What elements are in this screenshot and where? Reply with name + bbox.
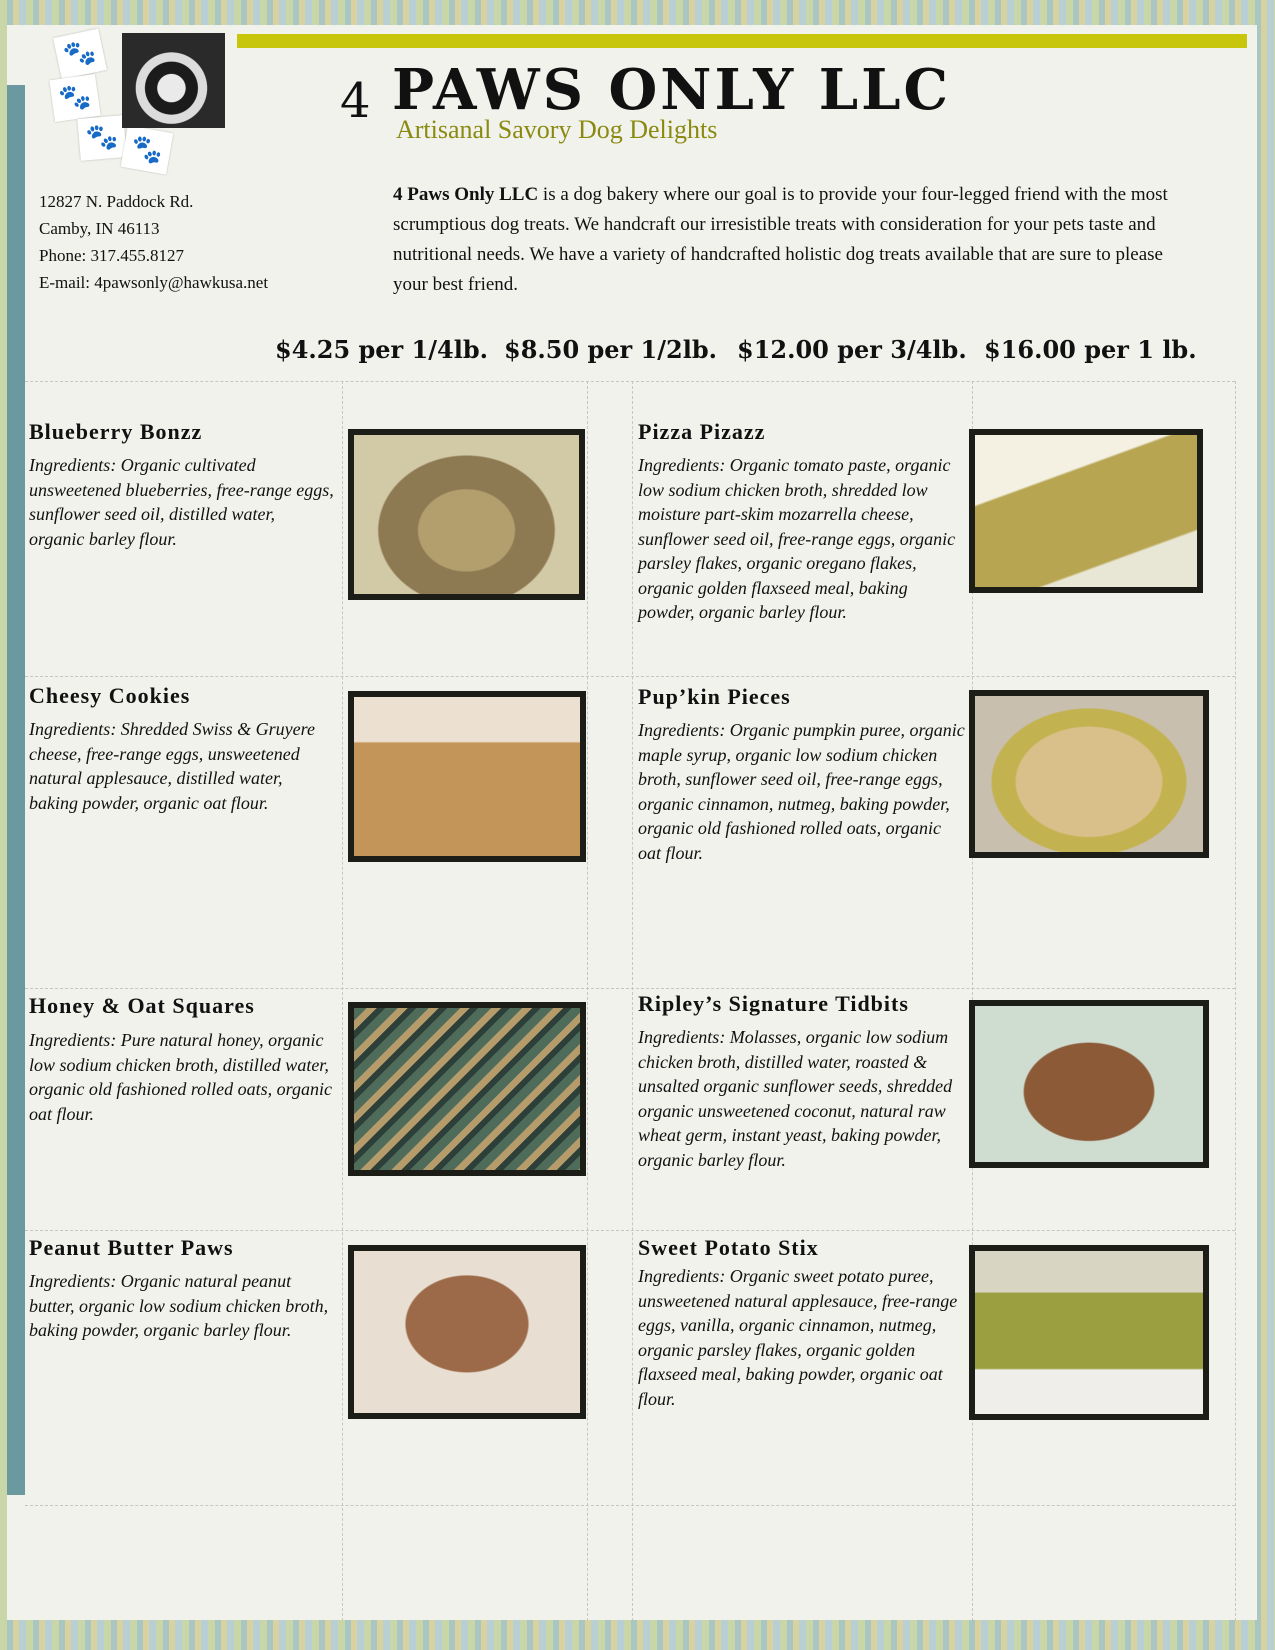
product-ingredients-honey-oat-squares: Ingredients: Pure natural honey, organic low sodium chicken broth, distilled water, organic old fashioned rolled oats, organic oat flour. bbox=[29, 1030, 332, 1124]
product-ingredients-blueberry-bonzz: Ingredients: Organic cultivated unsweetened blueberries, free-range eggs, sunflower seed oil, distilled water, organic barley flour. bbox=[29, 455, 334, 549]
paw-icon: 🐾 bbox=[121, 125, 174, 174]
product-ingredients-pizza-pizazz: Ingredients: Organic tomato paste, organic low sodium chicken broth, shredded low moisture part-skim mozarrella cheese, sunflower seed oil, free-range eggs, organic parsley flakes, organic oregano flakes, organic golden flaxseed meal, baking powder, organic barley flour. bbox=[638, 455, 956, 622]
grid-line bbox=[25, 1230, 1235, 1231]
product-name-cheesy-cookies: Cheesy Cookies bbox=[29, 683, 191, 708]
contact-info bbox=[39, 188, 268, 296]
title-number: 4 bbox=[340, 73, 371, 129]
dog-logo-photo bbox=[122, 33, 225, 128]
product-name-honey-oat-squares: Honey & Oat Squares bbox=[29, 993, 255, 1018]
product-name-pizza-pizazz: Pizza Pizazz bbox=[638, 419, 766, 444]
grid-line bbox=[1235, 381, 1236, 1620]
product-name-pupkin-pieces: Pup’kin Pieces bbox=[638, 684, 791, 709]
grid-line bbox=[25, 1505, 1235, 1506]
price-quarter: $4.25 per 1/4lb. bbox=[275, 335, 488, 364]
product-photo-peanut-butter-paws bbox=[348, 1245, 586, 1419]
phone: Phone: 317.455.8127 bbox=[39, 246, 184, 265]
grid-line bbox=[342, 381, 343, 1620]
price-pound: $16.00 per 1 lb. bbox=[984, 335, 1197, 364]
grid-line bbox=[632, 381, 633, 1620]
intro-paragraph bbox=[393, 180, 1173, 300]
product-name-peanut-butter-paws: Peanut Butter Paws bbox=[29, 1235, 234, 1260]
tagline: Artisanal Savory Dog Delights bbox=[396, 115, 718, 144]
grid-line bbox=[25, 381, 1235, 382]
email: E-mail: 4pawsonly@hawkusa.net bbox=[39, 273, 269, 292]
product-photo-honey-oat-squares bbox=[348, 1002, 586, 1176]
product-photo-pupkin-pieces bbox=[969, 690, 1209, 858]
paw-icon: 🐾 bbox=[53, 29, 107, 80]
product-ingredients-sweet-potato-stix: Ingredients: Organic sweet potato puree, unsweetened natural applesauce, free-range eggs, vanilla, organic cinnamon, nutmeg, organic parsley flakes, organic golden flaxseed meal, baking powder, organic oat flour. bbox=[638, 1266, 958, 1409]
intro-text: is a dog bakery where our goal is to provide your four-legged friend with the most scrumptious dog treats. We handcraft our irresistible treats with consideration for your pets taste and nutritional needs. We have a variety of handcrafted holistic dog treats available that are sure to please your best friend. bbox=[393, 184, 1168, 295]
side-accent-bar bbox=[7, 85, 25, 1495]
product-ingredients-peanut-butter-paws: Ingredients: Organic natural peanut butter, organic low sodium chicken broth, baking powder, organic barley flour. bbox=[29, 1271, 329, 1340]
product-photo-blueberry-bonzz bbox=[348, 429, 585, 600]
product-ingredients-pupkin-pieces: Ingredients: Organic pumpkin puree, organic maple syrup, organic low sodium chicken broth, sunflower seed oil, free-range eggs, organic cinnamon, nutmeg, baking powder, organic old fashioned rolled oats, organic oat flour. bbox=[638, 720, 965, 863]
header-accent-bar bbox=[237, 34, 1247, 48]
paw-icon: 🐾 bbox=[49, 74, 100, 122]
product-name-blueberry-bonzz: Blueberry Bonzz bbox=[29, 419, 203, 444]
intro-company: 4 Paws Only LLC bbox=[393, 184, 539, 205]
address-line2: Camby, IN 46113 bbox=[39, 219, 160, 238]
company-title: PAWS ONLY LLC bbox=[392, 57, 952, 123]
product-photo-pizza-pizazz bbox=[969, 429, 1203, 593]
price-half: $8.50 per 1/2lb. bbox=[504, 335, 717, 364]
grid-line bbox=[587, 381, 588, 1620]
product-name-ripleys-signature-tidbits: Ripley’s Signature Tidbits bbox=[638, 991, 909, 1016]
product-ingredients-cheesy-cookies: Ingredients: Shredded Swiss & Gruyere cheese, free-range eggs, unsweetened natural applesauce, distilled water, baking powder, organic oat flour. bbox=[29, 719, 315, 813]
product-photo-cheesy-cookies bbox=[348, 691, 586, 862]
grid-line bbox=[25, 676, 1235, 677]
price-three-quarter: $12.00 per 3/4lb. bbox=[737, 335, 967, 364]
grid-line bbox=[25, 988, 1235, 989]
product-ingredients-ripleys-signature-tidbits: Ingredients: Molasses, organic low sodium chicken broth, distilled water, roasted & unsalted organic sunflower seeds, shredded organic unsweetened coconut, natural raw wheat germ, instant yeast, baking powder, organic barley flour. bbox=[638, 1027, 953, 1170]
product-photo-sweet-potato-stix bbox=[969, 1245, 1209, 1420]
address-line1: 12827 N. Paddock Rd. bbox=[39, 192, 194, 211]
menu-page bbox=[7, 25, 1257, 1620]
product-photo-ripleys-signature-tidbits bbox=[969, 1000, 1209, 1168]
product-name-sweet-potato-stix: Sweet Potato Stix bbox=[638, 1235, 819, 1260]
paw-icon: 🐾 bbox=[77, 115, 126, 161]
